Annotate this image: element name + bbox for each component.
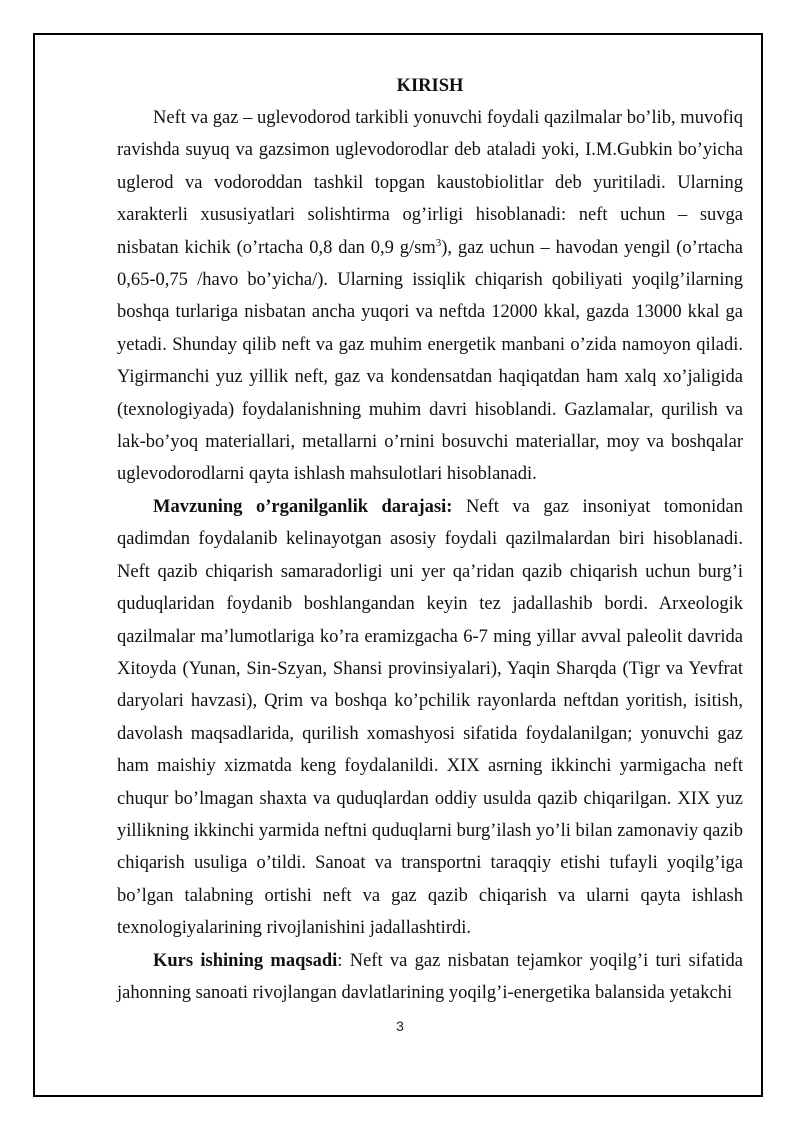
paragraph-text: : Neft va gaz nisbatan tejamkor yoqilg’i turi sifatida jahonning sanoati rivojlangan davlatlarining yoqilg’i-energetika balansida yetakchi xyxy=(117,950,743,1003)
paragraph-introduction xyxy=(117,102,743,491)
paragraph-study-level xyxy=(117,491,743,945)
paragraph-text: ), gaz uchun – havodan yengil (o’rtacha 0,65-0,75 /havo bo’yicha/). Ularning issiqlik chiqarish qobiliyati yoqilg’ilarning boshqa turlariga nisbatan ancha yuqori va neftda 12000 kkal, gazda 13000 kkal ga yetadi. Shunday qilib neft va gaz muhim energetik manbani o’zida namoyon qiladi. Yigirmanchi yuz yillik neft, gaz va kondensatdan haqiqatdan ham xalq xo’jaligida (texnologiyada) foydalanishning muhim davri hisoblandi. Gazlamalar, qurilish va lak-bo’yoq materiallari, metallarni o’rnini bosuvchi materiallar, moy va boshqalar uglevodorodlarni qayta ishlash mahsulotlari hisoblanadi. xyxy=(117,237,743,485)
document-body xyxy=(117,70,743,1009)
page-number: 3 xyxy=(396,1018,404,1034)
paragraph-text: Neft va gaz insoniyat tomonidan qadimdan foydalanib kelinayotgan asosiy foydali qazilmalardan biri hisoblanadi. Neft qazib chiqarish samaradorligi uni yer qa’ridan qazib chiqarish uchun burg’i quduqlaridan foydanib boshlangandan keyin tez jadallashib bordi. Arxeologik qazilmalar ma’lumotlariga ko’ra eramizgacha 6-7 ming yillar avval paleolit davrida Xitoyda (Yunan, Sin-Szyan, Shansi provinsiyalari), Yaqin Sharqda (Tigr va Yevfrat daryolari havzasi), Qrim va boshqa ko’pchilik rayonlarda neftdan yoritish, isitish, davolash maqsadlarida, qurilish xomashyosi sifatida foydalanilgan; yonuvchi gaz ham maishiy xizmatda keng foydalanildi. XIX asrning ikkinchi yarmigacha neft chuqur bo’lmagan shaxta va quduqlardan oddiy usulda qazib chiqarilgan. XIX yuz yillikning ikkinchi yarmida neftni quduqlarni burg’ilash yo’li bilan zamonaviy qazib chiqarish usuliga o’tildi. Sanoat va transportni taraqqiy etishi tufayli yoqilg’iga bo’lgan talabning ortishi neft va gaz qazib chiqarish va ularni qayta ishlash texnologiyalarining rivojlanishini jadallashtirdi. xyxy=(117,496,744,939)
superscript: 3 xyxy=(435,236,442,249)
document-title: KIRISH xyxy=(396,76,464,96)
paragraph-heading: Kurs ishining maqsadi xyxy=(153,950,338,971)
paragraph-heading: Mavzuning o’rganilganlik darajasi: xyxy=(153,496,453,517)
paragraph-course-goal xyxy=(117,945,743,1010)
paragraph-text: Neft va gaz – uglevodorod tarkibli yonuvchi foydali qazilmalar bo’lib, muvofiq ravishda suyuq va gazsimon uglevodorodlar deb ataladi yoki, I.M.Gubkin bo’yicha uglerod va vodoroddan tashkil topgan kaustobiolitlar deb yuritiladi. Ularning xarakterli xususiyatlari solishtirma og’irligi hisoblanadi: neft uchun – suvga nisbatan kichik (o’rtacha 0,8 dan 0,9 g/sm xyxy=(117,108,743,258)
